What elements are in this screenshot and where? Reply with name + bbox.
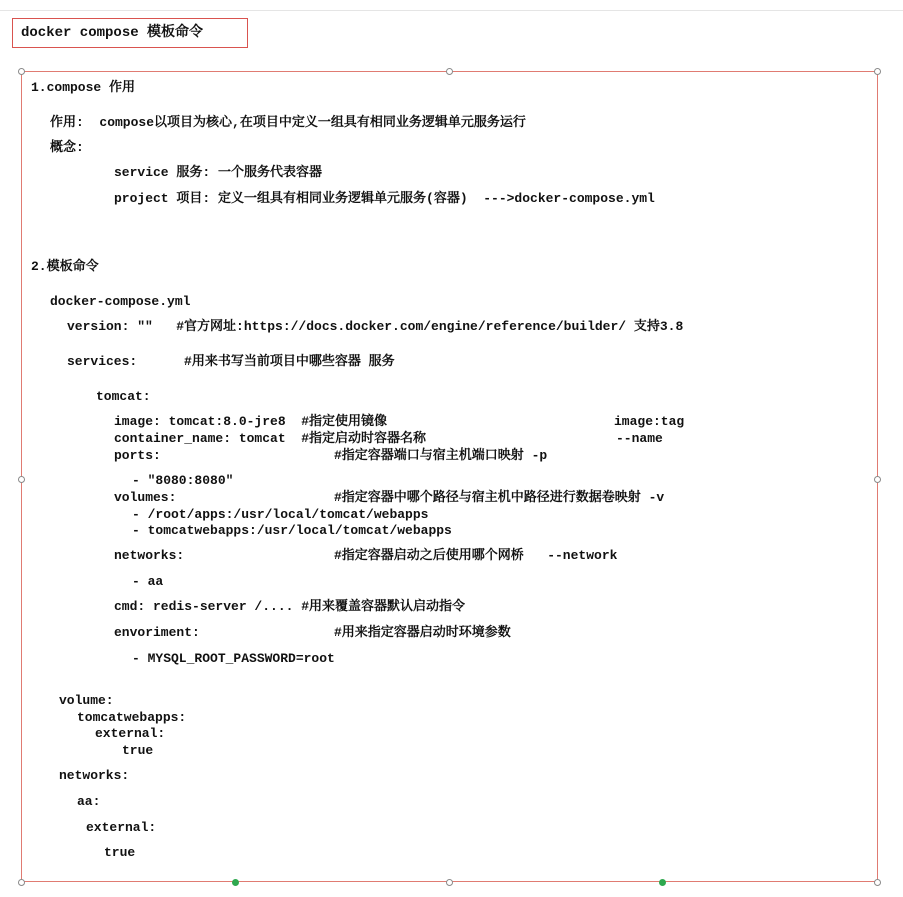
text-line: - "8080:8080" xyxy=(132,473,234,488)
page-title: docker compose 模板命令 xyxy=(12,18,248,48)
section-heading-1: 1.compose 作用 xyxy=(31,80,136,95)
resize-handle-middle-right[interactable] xyxy=(874,476,881,483)
resize-handle-top-middle[interactable] xyxy=(446,68,453,75)
resize-handle-top-right[interactable] xyxy=(874,68,881,75)
text-line: envoriment: xyxy=(114,625,200,640)
text-line: cmd: redis-server /.... #用来覆盖容器默认启动指令 xyxy=(114,599,466,614)
text-line: #指定容器端口与宿主机端口映射 -p xyxy=(334,448,548,463)
text-line: docker-compose.yml xyxy=(50,294,191,309)
text-line: 概念: xyxy=(50,140,84,155)
text-line: volume: xyxy=(59,693,114,708)
text-line: #指定容器中哪个路径与宿主机中路径进行数据卷映射 -v xyxy=(334,490,665,505)
section-heading-2: 2.模板命令 xyxy=(31,259,99,274)
text-line: networks: xyxy=(59,768,130,783)
text-line: ports: xyxy=(114,448,161,463)
top-divider xyxy=(0,10,903,11)
text-line: #用来指定容器启动时环境参数 xyxy=(334,625,511,640)
resize-handle-bottom-left[interactable] xyxy=(18,879,25,886)
text-line: image: tomcat:8.0-jre8 #指定使用镜像 xyxy=(114,414,388,429)
resize-handle-bottom-middle[interactable] xyxy=(446,879,453,886)
text-line: external: xyxy=(86,820,157,835)
anchor-handle-bottom-1[interactable] xyxy=(232,879,239,886)
text-line: --name xyxy=(616,431,663,446)
resize-handle-middle-left[interactable] xyxy=(18,476,25,483)
text-line: - /root/apps:/usr/local/tomcat/webapps xyxy=(132,507,429,522)
text-line: service 服务: 一个服务代表容器 xyxy=(114,165,323,180)
text-line: - tomcatwebapps:/usr/local/tomcat/webapps xyxy=(132,523,452,538)
text-line: volumes: xyxy=(114,490,177,505)
text-line: - MYSQL_ROOT_PASSWORD=root xyxy=(132,651,335,666)
text-line: version: "" #官方网址:https://docs.docker.com/engine/reference/builder/ 支持3.8 xyxy=(67,319,684,334)
text-line: external: xyxy=(95,726,166,741)
text-line: services: #用来书写当前项目中哪些容器 服务 xyxy=(67,354,395,369)
text-line: #指定容器启动之后使用哪个网桥 --network xyxy=(334,548,618,563)
resize-handle-bottom-right[interactable] xyxy=(874,879,881,886)
anchor-handle-bottom-2[interactable] xyxy=(659,879,666,886)
text-line: tomcatwebapps: xyxy=(77,710,187,725)
text-line: image:tag xyxy=(614,414,685,429)
text-line: networks: xyxy=(114,548,185,563)
text-line: aa: xyxy=(77,794,101,809)
text-line: true xyxy=(122,743,154,758)
text-line: container_name: tomcat #指定启动时容器名称 xyxy=(114,431,427,446)
text-line: 作用: compose以项目为核心,在项目中定义一组具有相同业务逻辑单元服务运行 xyxy=(50,115,526,130)
text-line: true xyxy=(104,845,136,860)
text-line: project 项目: 定义一组具有相同业务逻辑单元服务(容器) --->docker-compose.yml xyxy=(114,191,655,206)
text-line: tomcat: xyxy=(96,389,151,404)
text-line: - aa xyxy=(132,574,164,589)
resize-handle-top-left[interactable] xyxy=(18,68,25,75)
